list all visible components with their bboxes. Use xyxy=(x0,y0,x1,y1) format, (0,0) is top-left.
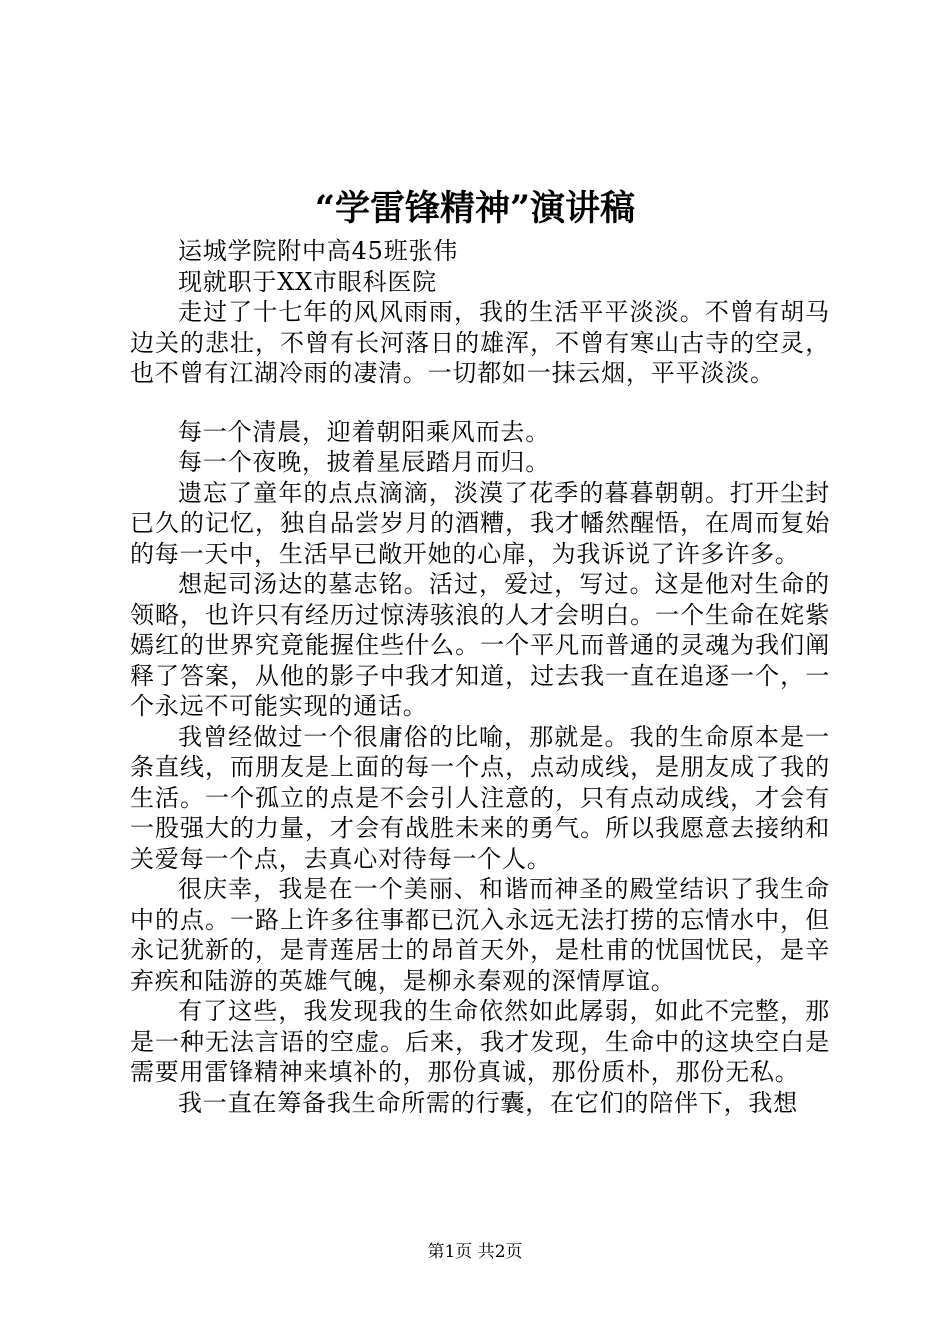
page-indicator: 第1页 共2页 xyxy=(427,1242,523,1262)
body-paragraph: 我曾经做过一个很庸俗的比喻，那就是。我的生命原本是一条直线，而朋友是上面的每一个点，点动成线，是朋友成了我的生活。一个孤立的点是不会引人注意的，只有点动成线，才会有一股强大的力量，才会有战胜未来的勇气。所以我愿意去接纳和关爱每一个点，去真心对待每一个人。 xyxy=(130,722,830,873)
body-paragraph: 有了这些，我发现我的生命依然如此孱弱，如此不完整，那是一种无法言语的空虚。后来，我才发现，生命中的这块空白是需要用雷锋精神来填补的，那份真诚，那份质朴，那份无私。 xyxy=(130,997,830,1086)
document-title: “学雷锋精神”演讲稿 xyxy=(314,188,636,229)
employer-line: 现就职于XX市眼科医院 xyxy=(178,267,437,296)
body-paragraph: 很庆幸，我是在一个美丽、和谐而神圣的殿堂结识了我生命中的点。一路上许多往事都已沉入永远无法打捞的忘情水中，但永记犹新的，是青莲居士的昂首天外，是杜甫的忧国忧民，是辛弃疾和陆游的英雄气魄，是柳永秦观的深情厚谊。 xyxy=(130,875,830,995)
author-line: 运城学院附中高45班张伟 xyxy=(178,237,459,265)
document-body xyxy=(130,236,830,1118)
body-paragraph: 每一个夜晚，披着星辰踏月而归。 xyxy=(178,448,550,476)
body-paragraph: 遗忘了童年的点点滴滴，淡漠了花季的暮暮朝朝。打开尘封已久的记忆，独自品尝岁月的酒糟，我才幡然醒悟，在周而复始的每一天中，生活早已敞开她的心扉，为我诉说了许多许多。 xyxy=(130,478,830,568)
body-paragraph: 走过了十七年的风风雨雨，我的生活平平淡淡。不曾有胡马边关的悲壮，不曾有长河落日的雄浑，不曾有寒山古寺的空灵，也不曾有江湖冷雨的凄清。一切都如一抹云烟，平平淡淡。 xyxy=(130,298,830,387)
body-paragraph: 每一个清晨，迎着朝阳乘风而去。 xyxy=(178,417,550,446)
body-paragraph: 我一直在筹备我生命所需的行囊，在它们的陪伴下，我想 xyxy=(178,1088,798,1117)
body-paragraph: 想起司汤达的墓志铭。活过，爱过，写过。这是他对生命的领略，也许只有经历过惊涛骇浪的人才会明白。一个生命在姹紫嫣红的世界究竟能握住些什么。一个平凡而普通的灵魂为我们阐释了答案，从他的影子中我才知道，过去我一直在追逐一个，一个永远不可能实现的通话。 xyxy=(130,570,830,720)
